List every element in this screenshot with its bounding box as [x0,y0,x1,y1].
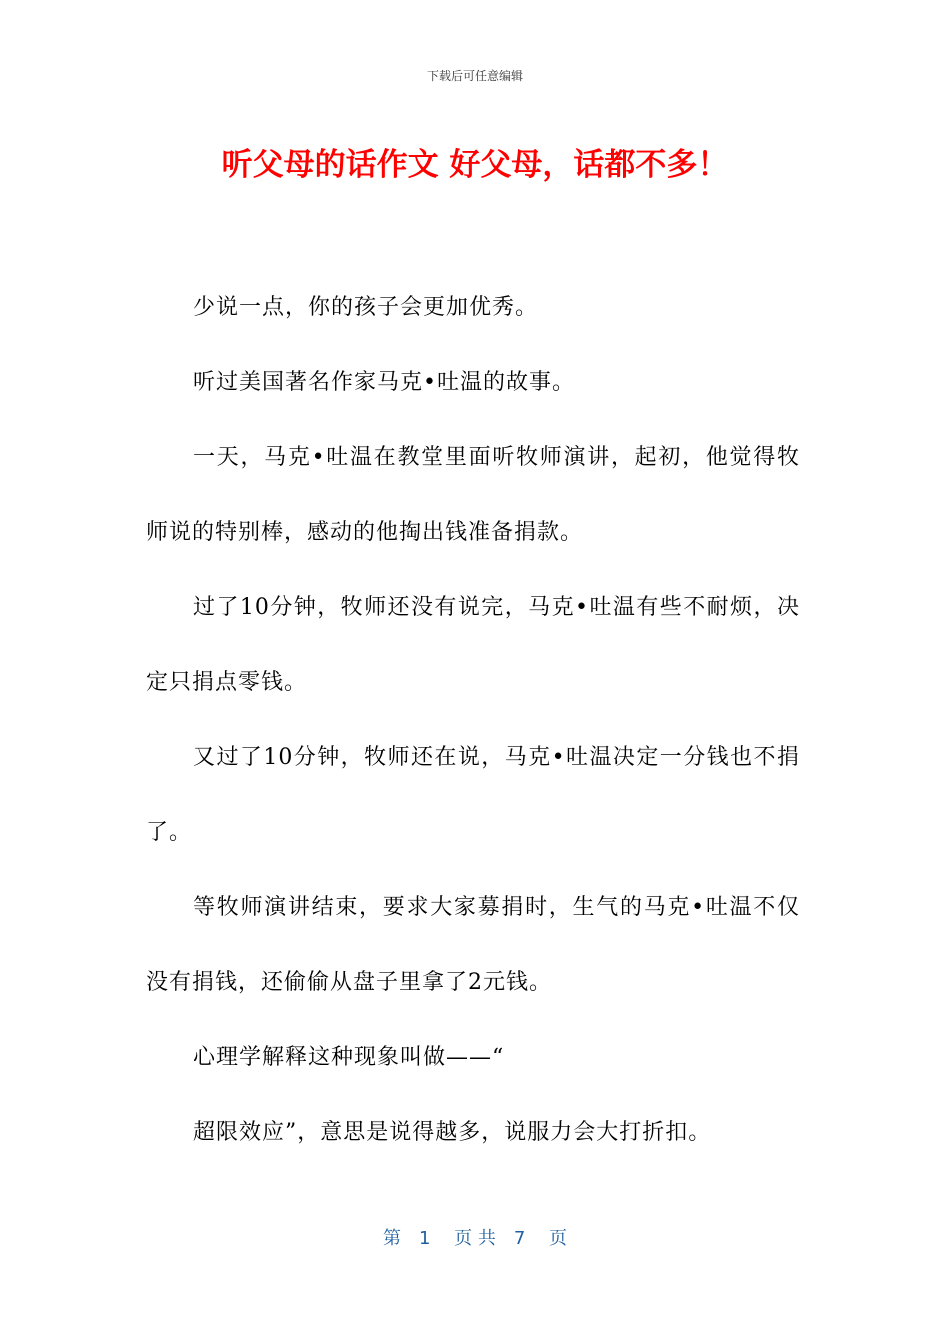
page-number-footer: 第 1 页 共 7 页 [382,1228,568,1249]
paragraph-4: 过了10分钟，牧师还没有说完，马克•吐温有些不耐烦，决定只捐点零钱。 [146,595,800,695]
paragraph-1: 少说一点，你的孩子会更加优秀。 [193,295,539,320]
document-body [146,270,800,1170]
header-note: 下载后可任意编辑 [426,69,523,83]
paragraph-3: 一天，马克•吐温在教堂里面听牧师演讲，起初，他觉得牧师说的特别棒，感动的他掏出钱准备捐款。 [146,445,800,545]
document-title: 听父母的话作文 好父母，话都不多！ [221,147,729,183]
paragraph-6: 等牧师演讲结束，要求大家募捐时，生气的马克•吐温不仅没有捐钱，还偷偷从盘子里拿了2元钱。 [146,895,800,995]
paragraph-8: 超限效应”，意思是说得越多，说服力会大打折扣。 [193,1120,712,1145]
paragraph-7: 心理学解释这种现象叫做——“ [193,1045,505,1070]
paragraph-5: 又过了10分钟，牧师还在说，马克•吐温决定一分钱也不捐了。 [146,745,800,845]
paragraph-2: 听过美国著名作家马克•吐温的故事。 [193,370,575,395]
